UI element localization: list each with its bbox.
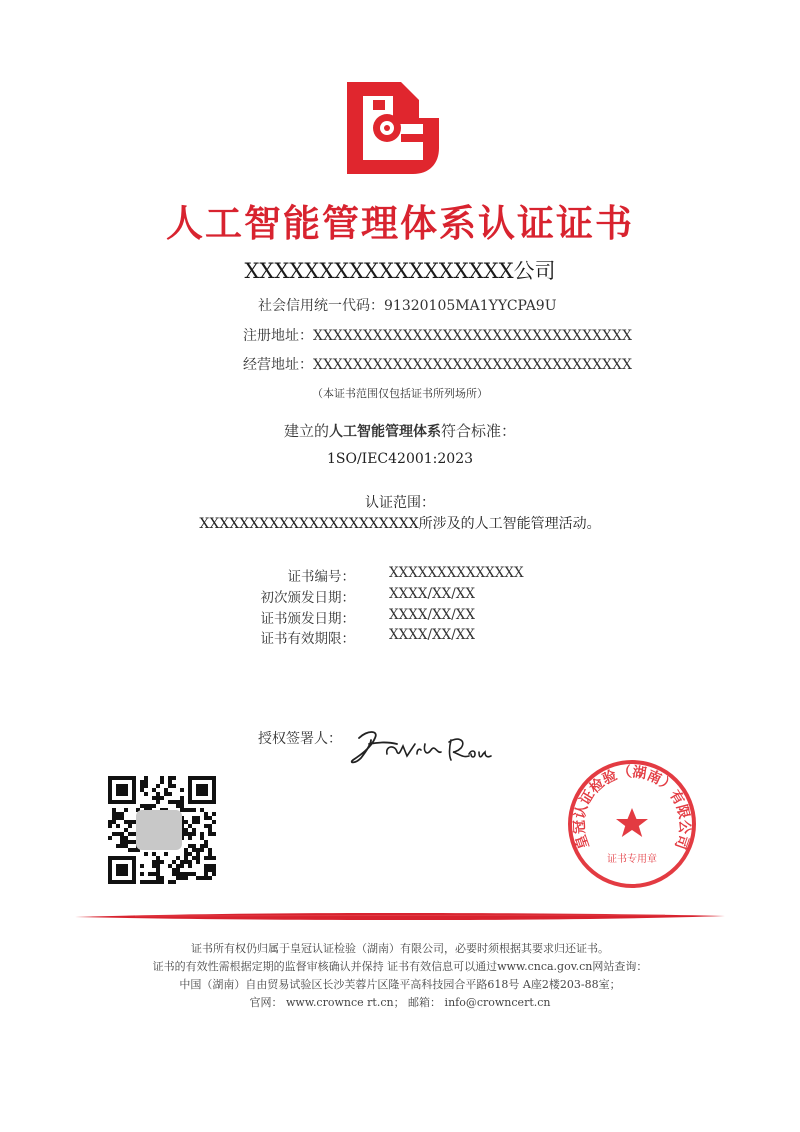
crown-cert-logo (343, 78, 443, 178)
operating-address-value: XXXXXXXXXXXXXXXXXXXXXXXXXXXXXXXX (313, 357, 632, 373)
signer-label: 授权签署人： (258, 731, 342, 747)
footer-line-4: 官网： www.crownce rt.cn； 邮箱： info@crowncert.cn (249, 996, 551, 1009)
footer-divider (75, 910, 725, 922)
detail-label: 证书有效期限： (260, 631, 355, 647)
detail-row-first-issue (200, 586, 475, 606)
company-seal-icon (566, 758, 698, 890)
company-name: XXXXXXXXXXXXXXXXXX公司 (244, 259, 556, 283)
footer-line-1: 证书所有权仍归属于皇冠认证检验（湖南）有限公司，必要时须根据其要求归还证书。 (191, 942, 609, 955)
intro-suffix: 符合标准： (441, 422, 517, 440)
footer-line-3: 中国（湖南）自由贸易试验区长沙芙蓉片区隆平高科技园合平路618号 A座2楼203-88室； (179, 978, 621, 991)
detail-value: XXXX/XX/XX (389, 607, 475, 623)
credit-code-label: 社会信用统一代码： (258, 298, 384, 314)
registered-address-label: 注册地址： (243, 328, 313, 344)
operating-address-line (243, 354, 632, 374)
detail-label: 初次颁发日期： (260, 590, 355, 606)
registered-address-value: XXXXXXXXXXXXXXXXXXXXXXXXXXXXXXXX (313, 328, 632, 344)
scope-text: XXXXXXXXXXXXXXXXXXXXXX所涉及的人工智能管理活动。 (199, 516, 601, 532)
registered-address-line (243, 325, 632, 345)
standard-code: 1SO/IEC42001:2023 (326, 451, 474, 467)
credit-code-line (258, 295, 557, 315)
seal-bottom-text: 证书专用章 (607, 854, 657, 865)
signature-image (345, 720, 495, 770)
intro-prefix: 建立的 (283, 422, 329, 440)
scope-note: （本证书范围仅包括证书所列场所） (312, 387, 488, 400)
detail-value: XXXX/XX/XX (389, 586, 475, 602)
footer-line-2: 证书的有效性需根据定期的监督审核确认并保持 证书有效信息可以通过www.cnca.gov.cn网站查询： (152, 960, 648, 973)
detail-row-validity (200, 627, 475, 647)
intro-system-name: 人工智能管理体系 (329, 424, 441, 440)
detail-label: 证书编号： (287, 569, 355, 585)
detail-value: XXXX/XX/XX (389, 627, 475, 643)
operating-address-label: 经营地址： (243, 357, 313, 373)
certificate-title: 人工智能管理体系认证证书 (166, 202, 634, 245)
seal-ring-text: 皇冠认证检验（湖南）有限公司 (571, 764, 693, 852)
detail-row-issue (200, 607, 475, 627)
scope-label: 认证范围： (365, 495, 435, 511)
credit-code-value: 91320105MA1YYCPA9U (384, 298, 557, 314)
qr-code-icon (108, 776, 216, 884)
standard-intro (0, 420, 800, 441)
detail-row-number (200, 565, 524, 585)
detail-label: 证书颁发日期： (260, 611, 355, 627)
detail-value: XXXXXXXXXXXXXX (389, 565, 524, 581)
